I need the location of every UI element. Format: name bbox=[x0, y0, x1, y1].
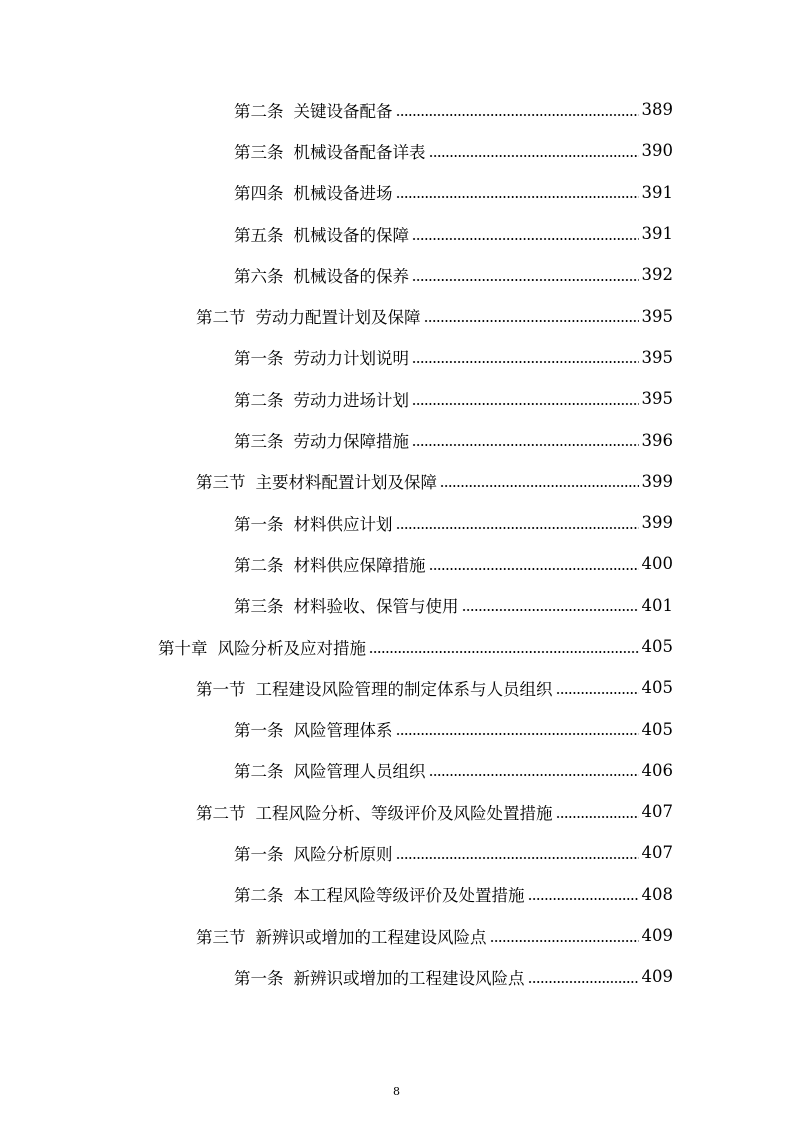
toc-entry[interactable] bbox=[0, 791, 793, 832]
toc-entry[interactable] bbox=[0, 419, 793, 460]
toc-entry-page: 406 bbox=[641, 760, 673, 780]
toc-entry[interactable] bbox=[0, 832, 793, 873]
toc-entry-page: 407 bbox=[641, 843, 673, 863]
toc-entry-page: 407 bbox=[641, 802, 673, 822]
toc-entry-title: 劳动力计划说明 bbox=[293, 349, 409, 369]
toc-entry[interactable] bbox=[0, 585, 793, 626]
toc-entry-title: 风险管理人员组织 bbox=[293, 762, 426, 782]
toc-entry-page: 409 bbox=[641, 967, 673, 987]
toc-entry-page: 395 bbox=[641, 306, 673, 326]
dot-leader bbox=[490, 928, 640, 944]
toc-entry-number: 第二条 bbox=[234, 762, 284, 782]
toc-entry-number: 第四条 bbox=[234, 184, 284, 204]
toc-entry-title: 材料供应计划 bbox=[293, 514, 393, 534]
toc-entry-page: 405 bbox=[641, 678, 673, 698]
toc-entry-page: 390 bbox=[641, 141, 673, 161]
toc-entry-number: 第十章 bbox=[158, 638, 208, 658]
toc-entry-number: 第二条 bbox=[234, 886, 284, 906]
page-number: 8 bbox=[393, 1085, 400, 1098]
toc-entry-page: 400 bbox=[641, 554, 673, 574]
toc-entry-title: 材料供应保障措施 bbox=[293, 555, 426, 575]
dot-leader bbox=[429, 556, 640, 572]
toc-entry-number: 第三条 bbox=[234, 597, 284, 617]
toc-entry-number: 第二条 bbox=[234, 555, 284, 575]
toc-entry-title: 机械设备配备详表 bbox=[293, 142, 426, 162]
dot-leader bbox=[528, 886, 640, 902]
toc-entry[interactable] bbox=[0, 956, 793, 997]
toc-entry-number: 第一条 bbox=[234, 721, 284, 741]
toc-entry[interactable] bbox=[0, 461, 793, 502]
toc-entry-title: 工程风险分析、等级评价及风险处置措施 bbox=[255, 803, 553, 823]
toc-entry-title: 劳动力保障措施 bbox=[293, 432, 409, 452]
toc-entry[interactable] bbox=[0, 626, 793, 667]
toc-entry[interactable] bbox=[0, 378, 793, 419]
toc-entry-number: 第三条 bbox=[234, 142, 284, 162]
dot-leader bbox=[412, 432, 639, 448]
toc-entry-title: 本工程风险等级评价及处置措施 bbox=[293, 886, 525, 906]
toc-entry-page: 399 bbox=[641, 471, 673, 491]
toc-entry-title: 劳动力进场计划 bbox=[293, 390, 409, 410]
toc-entry-number: 第六条 bbox=[234, 266, 284, 286]
toc-entry-number: 第二条 bbox=[234, 101, 284, 121]
toc-entry-number: 第一条 bbox=[234, 968, 284, 988]
toc-entry-page: 408 bbox=[641, 884, 673, 904]
toc-entry[interactable] bbox=[0, 89, 793, 130]
dot-leader bbox=[396, 721, 640, 737]
dot-leader bbox=[412, 349, 639, 365]
toc-entry-title: 新辨识或增加的工程建设风险点 bbox=[293, 968, 525, 988]
toc-entry[interactable] bbox=[0, 750, 793, 791]
toc-entry[interactable] bbox=[0, 213, 793, 254]
toc-entry-number: 第三条 bbox=[234, 432, 284, 452]
dot-leader bbox=[396, 845, 640, 861]
toc-entry[interactable] bbox=[0, 874, 793, 915]
toc-entry-number: 第二节 bbox=[196, 308, 246, 328]
toc-entry-number: 第三节 bbox=[196, 473, 246, 493]
toc-entry-page: 395 bbox=[641, 389, 673, 409]
toc-entry-number: 第一条 bbox=[234, 514, 284, 534]
toc-entry-page: 389 bbox=[641, 100, 673, 120]
toc-entry-title: 风险分析原则 bbox=[293, 844, 393, 864]
toc-entry-page: 392 bbox=[641, 265, 673, 285]
toc-entry-title: 机械设备的保障 bbox=[293, 225, 409, 245]
toc-entry[interactable] bbox=[0, 337, 793, 378]
dot-leader bbox=[528, 969, 640, 985]
toc-entry-title: 机械设备的保养 bbox=[293, 266, 409, 286]
toc-entry-number: 第三节 bbox=[196, 927, 246, 947]
dot-leader bbox=[412, 267, 639, 283]
toc-entry-title: 风险分析及应对措施 bbox=[217, 638, 366, 658]
toc-entry-page: 395 bbox=[641, 347, 673, 367]
toc-entry-title: 关键设备配备 bbox=[293, 101, 393, 121]
dot-leader bbox=[396, 102, 640, 118]
dot-leader bbox=[429, 762, 640, 778]
toc-entry[interactable] bbox=[0, 543, 793, 584]
dot-leader bbox=[429, 143, 640, 159]
toc-entry[interactable] bbox=[0, 130, 793, 171]
toc-entry-number: 第一条 bbox=[234, 844, 284, 864]
toc-entry[interactable] bbox=[0, 667, 793, 708]
toc-entry-page: 409 bbox=[641, 926, 673, 946]
toc-entry-number: 第一条 bbox=[234, 349, 284, 369]
toc-entry-number: 第二条 bbox=[234, 390, 284, 410]
toc-entry-page: 399 bbox=[641, 513, 673, 533]
toc-entry-title: 劳动力配置计划及保障 bbox=[255, 308, 421, 328]
toc-entry[interactable] bbox=[0, 254, 793, 295]
toc-entry-number: 第五条 bbox=[234, 225, 284, 245]
dot-leader bbox=[440, 473, 639, 489]
toc-entry-page: 391 bbox=[641, 224, 673, 244]
toc-entry-page: 405 bbox=[641, 719, 673, 739]
dot-leader bbox=[424, 308, 640, 324]
dot-leader bbox=[412, 391, 639, 407]
dot-leader bbox=[462, 597, 640, 613]
dot-leader bbox=[396, 184, 640, 200]
toc-entry-title: 工程建设风险管理的制定体系与人员组织 bbox=[255, 679, 553, 699]
toc-entry-title: 机械设备进场 bbox=[293, 184, 393, 204]
toc-entry-title: 主要材料配置计划及保障 bbox=[255, 473, 437, 493]
table-of-contents bbox=[0, 89, 793, 998]
toc-entry-page: 405 bbox=[641, 637, 673, 656]
dot-leader bbox=[556, 680, 640, 696]
toc-entry-title: 材料验收、保管与使用 bbox=[293, 597, 459, 617]
toc-entry[interactable] bbox=[0, 915, 793, 956]
dot-leader bbox=[412, 226, 639, 242]
dot-leader bbox=[396, 515, 640, 531]
toc-entry-number: 第二节 bbox=[196, 803, 246, 823]
toc-entry[interactable] bbox=[0, 708, 793, 749]
toc-entry-title: 风险管理体系 bbox=[293, 721, 393, 741]
toc-entry[interactable] bbox=[0, 295, 793, 336]
dot-leader bbox=[369, 639, 639, 655]
toc-entry-page: 391 bbox=[641, 182, 673, 202]
toc-entry-page: 396 bbox=[641, 430, 673, 450]
toc-entry-page: 401 bbox=[641, 595, 673, 615]
toc-entry[interactable] bbox=[0, 502, 793, 543]
dot-leader bbox=[556, 804, 640, 820]
toc-entry-title: 新辨识或增加的工程建设风险点 bbox=[255, 927, 487, 947]
toc-entry-number: 第一节 bbox=[196, 679, 246, 699]
toc-entry[interactable] bbox=[0, 172, 793, 213]
